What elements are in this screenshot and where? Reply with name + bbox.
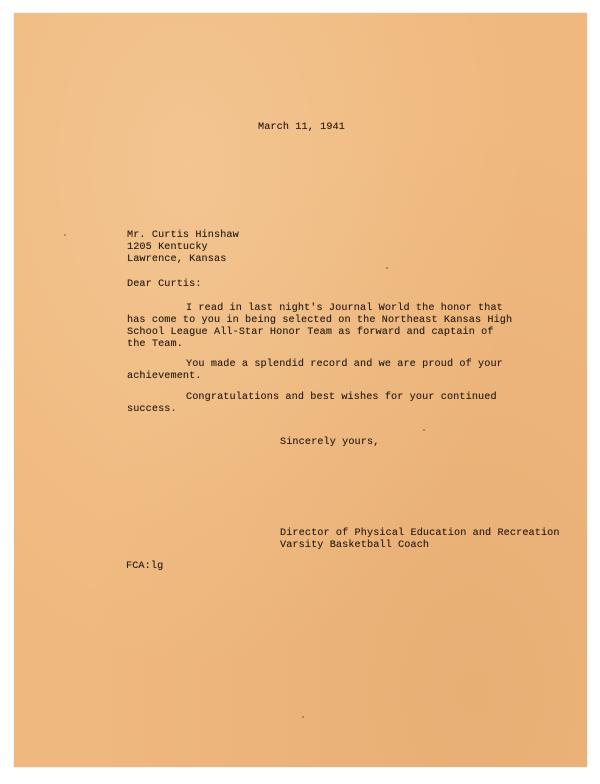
paper-speck <box>386 267 388 269</box>
recipient-street: 1205 Kentucky <box>127 242 208 253</box>
signature-title-2: Varsity Basketball Coach <box>280 540 430 551</box>
paragraph-1-line-3: School League All-Star Honor Team as forward and captain of <box>127 327 494 338</box>
closing: Sincerely yours, <box>280 437 380 448</box>
paper-speck <box>64 234 66 236</box>
paragraph-3-line-1: Congratulations and best wishes for your continued <box>186 392 497 403</box>
paragraph-2-line-2: achievement. <box>127 371 202 382</box>
paper-speck <box>423 429 425 431</box>
paper-speck <box>302 716 304 718</box>
paragraph-1-line-1: I read in last night's Journal World the honor that <box>186 303 503 314</box>
paragraph-3-line-2: success. <box>127 404 177 415</box>
recipient-name: Mr. Curtis Hinshaw <box>127 230 239 241</box>
typist-initials: FCA:lg <box>126 561 164 572</box>
paragraph-1-line-2: has come to you in being selected on the Northeast Kansas High <box>127 315 513 326</box>
paragraph-1-line-4: the Team. <box>127 339 183 350</box>
paragraph-2-line-1: You made a splendid record and we are proud of your <box>186 359 503 370</box>
letter-page <box>14 13 587 767</box>
recipient-city: Lawrence, Kansas <box>127 254 227 265</box>
letter-date: March 11, 1941 <box>258 122 345 133</box>
signature-title-1: Director of Physical Education and Recreation <box>280 528 560 539</box>
salutation: Dear Curtis: <box>127 279 202 290</box>
